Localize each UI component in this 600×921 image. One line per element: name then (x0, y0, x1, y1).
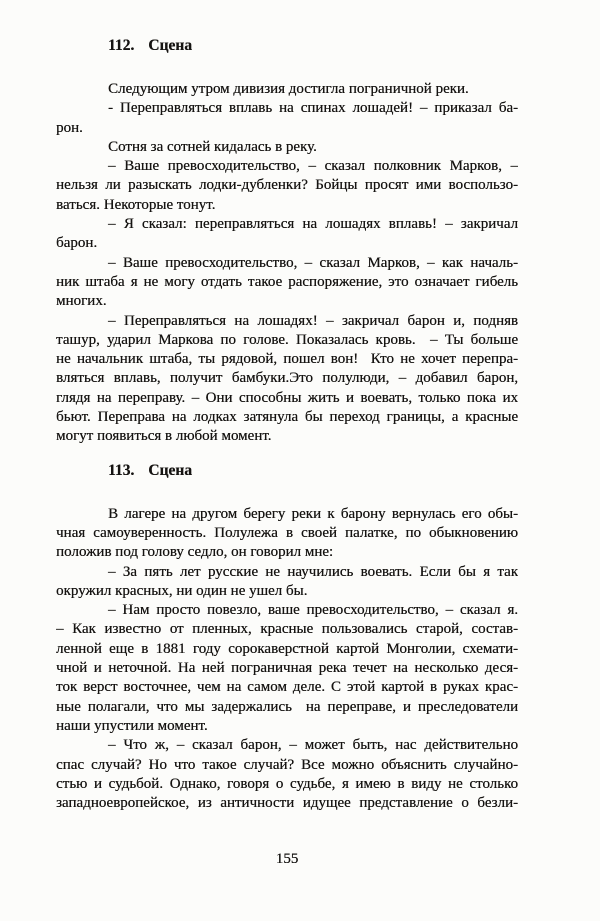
text-line: барон. (56, 235, 98, 252)
text-line: – Я сказал: переправляться на лошадях вплавь! – закричал (108, 216, 518, 233)
text-line: наши упустили момент. (56, 717, 208, 734)
text-line: – Как известно от пленных, красные пользовались старой, состав- (56, 621, 518, 638)
scene-heading (56, 36, 518, 56)
text-line: положив под голову седло, он говорил мне: (56, 544, 334, 561)
text-line: - Переправляться вплавь на спинах лошадей! – приказал ба- (108, 100, 518, 117)
scene-number: 113. (108, 461, 135, 479)
scene-title: Сцена (148, 461, 192, 479)
text-line: ник штаба я не могу отдать такое распоряжение, это означает гибель (56, 273, 518, 290)
page-number: 155 (275, 851, 299, 868)
text-line: ташур, ударил Маркова по голове. Показалась кровь. – Ты больше (56, 331, 518, 348)
text-line: нельзя ли разыскать лодки-дубленки? Бойцы просят ими воспользо- (56, 177, 518, 194)
text-line: окружил красных, ни один не ушел бы. (56, 582, 308, 599)
text-line: не начальник штаба, ты рядовой, пошел вон! Кто не хочет перепра- (56, 351, 518, 368)
text-line: Сотня за сотней кидалась в реку. (108, 138, 317, 155)
text-line: – Что ж, – сказал барон, – может быть, нас действительно (108, 737, 518, 754)
text-line: ваться. Некоторые тонут. (56, 196, 216, 213)
text-line: чная самоуверенность. Полулежа в своей палатке, по обыкновению (56, 524, 518, 541)
text-line: В лагере на другом берегу реки к барону вернулась его обы- (108, 505, 518, 522)
text-line: – Нам просто повезло, ваше превосходительство, – сказал я. (108, 602, 518, 619)
scene-number: 112. (108, 37, 135, 54)
text-line: ные полагали, что мы задержались на переправе, и преследователи (56, 698, 518, 715)
text-line: могут появиться в любой момент. (56, 428, 272, 445)
text-line: чной и неточной. На ней пограничная река течет на несколько деся- (56, 660, 518, 677)
text-line: стью и судьбой. Однако, говоря о судьбе, я имею в виду не столько (56, 775, 518, 792)
text-line: многих. (56, 293, 107, 310)
text-column (56, 36, 518, 813)
text-line: рон. (56, 119, 83, 136)
scene-heading (56, 461, 518, 481)
text-line: глядя на переправу. – Они способны жить и воевать, только пока их (56, 389, 518, 406)
scene-title: Сцена (148, 37, 192, 54)
text-line: – Ваше превосходительство, – сказал Марков, – как началь- (108, 254, 518, 271)
text-line: спас случай? Но что такое случай? Все можно объяснить случайно- (56, 756, 518, 773)
text-line: ленной еще в 1881 году сорокаверстной картой Монголии, схемати- (56, 640, 518, 657)
text-line: ток верст восточнее, чем на самом деле. С этой картой в руках крас- (56, 679, 518, 696)
text-line: западноевропейское, из античности идущее представление о безли- (56, 795, 518, 812)
text-line: вляться вплавь, получит бамбуки.Это полулюди, – добавил барон, (56, 370, 518, 387)
text-line: – За пять лет русские не научились воевать. Если бы я так (108, 563, 518, 580)
text-line: – Переправляться на лошадях! – закричал барон и, подняв (108, 312, 518, 329)
text-line: – Ваше превосходительство, – сказал полковник Марков, – (108, 158, 518, 175)
text-line: бьют. Переправа на лодках затянула бы переход границы, а красные (56, 409, 518, 426)
text-line: Следующим утром дивизия достигла пограничной реки. (108, 81, 469, 97)
